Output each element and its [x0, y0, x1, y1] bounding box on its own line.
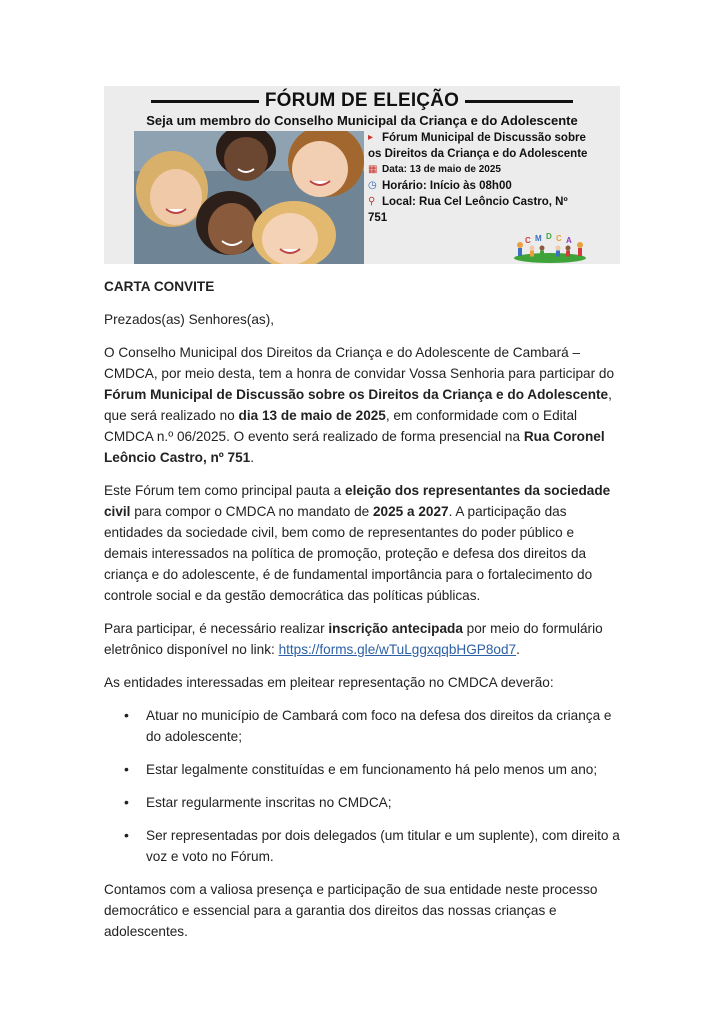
- letter-body: [104, 276, 620, 954]
- info-location-cont: [368, 210, 614, 226]
- info-forum-line1: Fórum Municipal de Discussão sobre: [382, 132, 586, 144]
- p1-text-e: , em conformidade com o Edital CMDCA n.º 06/2025. O evento será realizado de forma presencial na: [104, 408, 578, 444]
- pin-icon: ⚲: [368, 196, 376, 207]
- p3-text-a: Para participar, é necessário realizar: [104, 621, 329, 636]
- p2-text-c: para compor o CMDCA no mandato de: [130, 504, 373, 519]
- registration-form-link[interactable]: https://forms.gle/wTuLggxqqbHGP8od7: [278, 642, 517, 657]
- paragraph-invitation: [104, 342, 620, 468]
- cmdca-logo: [512, 231, 588, 263]
- logo-letter-c2: C: [556, 234, 562, 243]
- title-rule-left: [151, 100, 259, 103]
- logo-letter-c1: C: [525, 236, 531, 245]
- p3-registration: inscrição antecipada: [328, 621, 463, 636]
- list-item: • Estar regularmente inscritas no CMDCA;: [104, 792, 620, 813]
- paragraph-registration: [104, 618, 620, 660]
- paragraph-agenda: [104, 480, 620, 606]
- logo-letter-d: D: [546, 232, 552, 241]
- info-location: [368, 194, 614, 210]
- info-forum-cont: [368, 146, 614, 162]
- info-forum: [368, 130, 614, 146]
- banner-subtitle: Seja um membro do Conselho Municipal da Criança e do Adolescente: [146, 113, 578, 128]
- list-item: • Estar legalmente constituídas e em funcionamento há pelo menos um ano;: [104, 759, 620, 780]
- info-forum-line2: os Direitos da Criança e do Adolescente: [368, 148, 588, 160]
- event-banner: [104, 86, 620, 264]
- p2-text-a: Este Fórum tem como principal pauta a: [104, 483, 346, 498]
- info-time: [368, 178, 614, 194]
- p3-text-c: por meio do formulário eletrônico disponível no link:: [104, 621, 603, 657]
- info-location-text: Local: Rua Cel Leôncio Castro, Nº: [382, 196, 568, 208]
- list-item: • Atuar no município de Cambará com foco na defesa dos direitos da criança e do adolescente;: [104, 705, 620, 747]
- children-photo: [134, 131, 364, 264]
- list-item: • Ser representadas por dois delegados (um titular e um suplente), com direito a voz e voto no Fórum.: [104, 825, 620, 867]
- title-rule-right: [465, 100, 573, 103]
- p2-text-e: . A participação das entidades da sociedade civil, bem como de representantes do poder público e demais interessados na política de promoção, proteção e defesa dos direitos da criança e do adolescente, é de fundamental importância para o fortalecimento do controle social e da gestão democrática das políticas públicas.: [104, 504, 593, 603]
- paragraph-requirements-intro: As entidades interessadas em pleitear representação no CMDCA deverão:: [104, 675, 554, 690]
- info-date-text: Data: 13 de maio de 2025: [382, 164, 501, 175]
- info-date: [368, 162, 614, 178]
- megaphone-icon: ▸: [368, 132, 374, 143]
- p1-text-a: O Conselho Municipal dos Direitos da Criança e do Adolescente de Cambará – CMDCA, por meio desta, tem a honra de convidar Vossa Senhoria para participar do: [104, 345, 615, 381]
- event-info: [368, 130, 614, 226]
- requirements-list: [104, 705, 620, 867]
- p2-term: 2025 a 2027: [373, 504, 449, 519]
- p2-election: eleição dos representantes da sociedade civil: [104, 483, 611, 519]
- logo-letter-m: M: [535, 234, 542, 243]
- info-time-text: Horário: Início às 08h00: [382, 180, 512, 192]
- info-location-line2: 751: [368, 212, 388, 224]
- p3-text-d: .: [516, 642, 520, 657]
- p1-text-g: .: [250, 450, 255, 465]
- p1-text-c: , que será realizado no: [104, 387, 612, 423]
- letter-heading: CARTA CONVITE: [104, 279, 215, 294]
- letter-salutation: Prezados(as) Senhores(as),: [104, 312, 274, 327]
- banner-title-row: [104, 90, 620, 112]
- p1-address: Rua Coronel Leôncio Castro, nº 751: [104, 429, 605, 465]
- logo-letter-a: A: [566, 236, 572, 245]
- p1-date: dia 13 de maio de 2025: [238, 408, 386, 423]
- paragraph-closing: Contamos com a valiosa presença e participação de sua entidade neste processo democrático e essencial para a garantia dos direitos das nossas crianças e adolescentes.: [104, 882, 598, 939]
- banner-title: FÓRUM DE ELEIÇÃO: [264, 90, 460, 111]
- clock-icon: ◷: [368, 180, 377, 191]
- calendar-icon: ▦: [368, 164, 378, 175]
- children-photo-illustration: [134, 131, 364, 264]
- p1-forum-name: Fórum Municipal de Discussão sobre os Direitos da Criança e do Adolescente: [104, 387, 609, 402]
